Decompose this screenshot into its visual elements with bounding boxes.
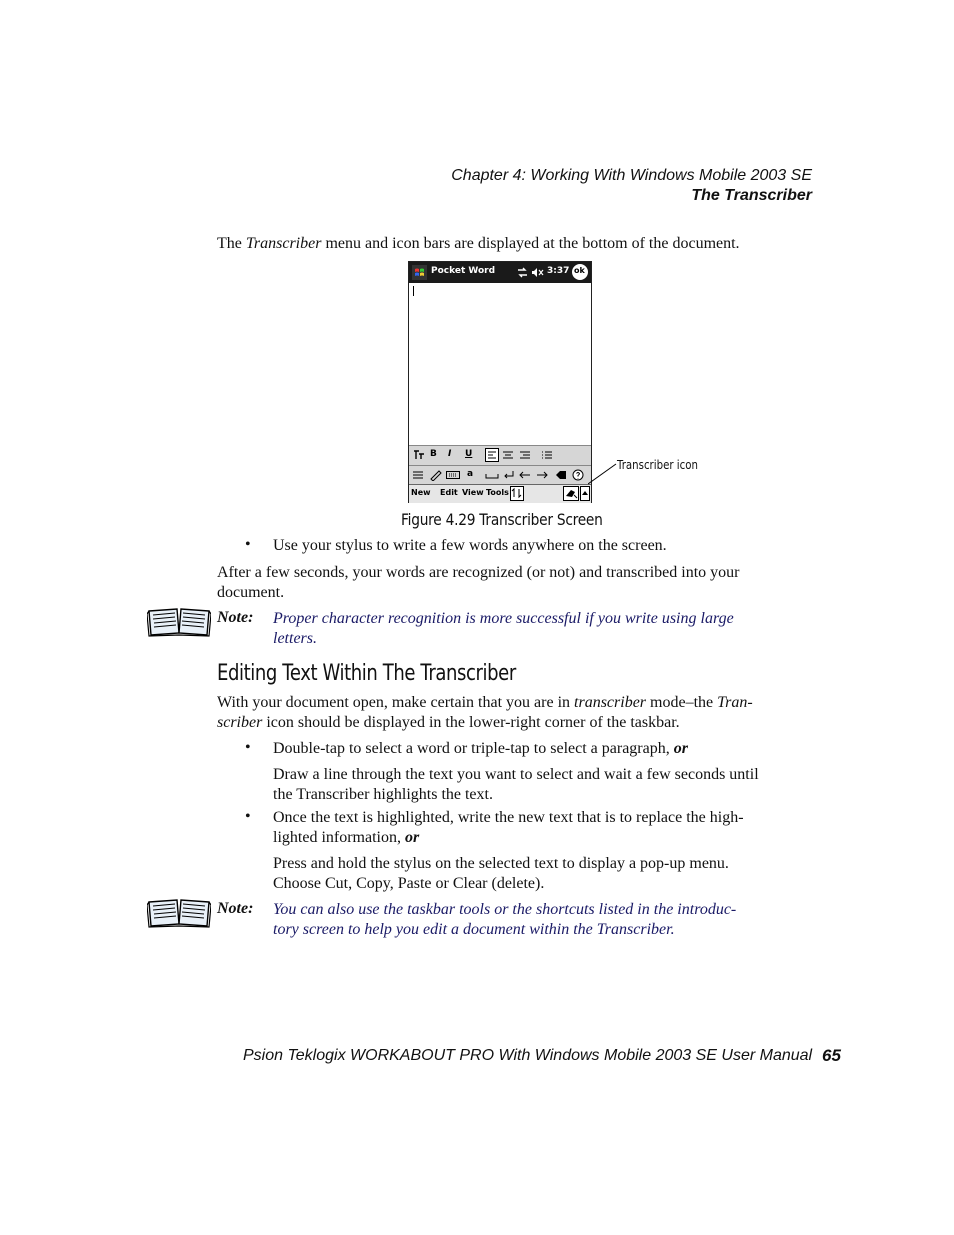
figure-caption: Figure 4.29 Transcriber Screen <box>401 510 603 529</box>
intro-em: Transcriber <box>245 235 322 252</box>
align-center-icon[interactable] <box>502 449 514 461</box>
bullet-3-line2 <box>273 828 419 848</box>
italic-button[interactable]: I <box>448 449 452 459</box>
bullet-3-sub2: Choose Cut, Copy, Paste or Clear (delete). <box>273 875 545 892</box>
pen-icon[interactable] <box>429 469 443 481</box>
ep-1b: transcriber <box>574 694 647 711</box>
intro-paragraph <box>217 234 740 254</box>
align-left-icon[interactable] <box>485 448 499 462</box>
section-header-text: The Transcriber <box>691 187 812 204</box>
backspace-icon[interactable] <box>555 469 567 481</box>
ep-2b: icon should be displayed in the lower-right corner of the taskbar. <box>262 714 680 731</box>
transcriber-toolbar <box>409 465 591 485</box>
callout-line <box>588 462 618 486</box>
section-header <box>691 187 812 205</box>
after-paragraph-line1: After a few seconds, your words are recognized (or not) and transcribed into your <box>217 564 740 581</box>
app-title: Pocket Word <box>431 266 496 276</box>
page-number: 65 <box>822 1046 841 1065</box>
connectivity-icon[interactable] <box>517 267 528 278</box>
bullet-marker: • <box>245 808 251 825</box>
menu-edit[interactable]: Edit <box>440 488 458 497</box>
note-2-line2: tory screen to help you edit a document within the Transcriber. <box>273 921 675 938</box>
intro-post: menu and icon bars are displayed at the bottom of the document. <box>321 235 740 252</box>
bullet-marker: • <box>245 739 251 756</box>
note-1-label: Note: <box>217 609 254 626</box>
font-icon[interactable] <box>413 449 425 461</box>
menu-new[interactable]: New <box>411 488 431 497</box>
menu-view[interactable]: View <box>462 488 484 497</box>
b2-or: or <box>673 740 688 757</box>
sort-icon[interactable] <box>510 486 524 501</box>
space-icon[interactable] <box>485 470 499 480</box>
b3-line2: lighted information, <box>273 829 405 846</box>
bullets-icon[interactable] <box>541 449 553 461</box>
after-paragraph-line2: document. <box>217 584 285 601</box>
note-1-line1: Proper character recognition is more successful if you write using large <box>273 610 734 627</box>
ep-2a: scriber <box>217 714 263 731</box>
note-2-line1: You can also use the taskbar tools or the shortcuts listed in the introduc- <box>273 901 737 918</box>
ep-1c: mode–the <box>646 694 718 711</box>
bullet-2-sub1: Draw a line through the text you want to select and wait a few seconds until <box>273 766 759 783</box>
bullet-3-line1: Once the text is highlighted, write the new text that is to replace the high- <box>273 809 744 826</box>
intro-pre: The <box>217 235 246 252</box>
bullet-2-sub2: the Transcriber highlights the text. <box>273 786 493 803</box>
menu-bar <box>409 484 591 503</box>
editing-paragraph-line2 <box>217 713 680 733</box>
editing-paragraph-line1 <box>217 693 753 713</box>
bullet-2-text <box>273 739 688 759</box>
pocket-word-screenshot <box>408 261 592 503</box>
note-2-label: Note: <box>217 900 254 917</box>
footer-title: Psion Teklogix WORKABOUT PRO With Windows Mobile 2003 SE User Manual <box>243 1047 813 1064</box>
arrow-left-icon[interactable] <box>519 469 531 481</box>
chapter-header: Chapter 4: Working With Windows Mobile 2003 SE <box>451 167 812 184</box>
list-icon[interactable] <box>412 469 424 481</box>
input-arrow-icon[interactable] <box>580 486 590 501</box>
open-book-icon <box>147 896 211 928</box>
bullet-marker: • <box>245 536 251 553</box>
bullet-3-sub1: Press and hold the stylus on the selected text to display a pop-up menu. <box>273 855 729 872</box>
windows-start-icon[interactable] <box>412 265 427 280</box>
ep-1d: Tran- <box>717 694 753 711</box>
bullet-1-text: Use your stylus to write a few words anywhere on the screen. <box>273 537 667 554</box>
help-icon[interactable] <box>572 469 584 481</box>
enter-icon[interactable] <box>503 469 515 481</box>
menu-tools[interactable]: Tools <box>486 488 509 497</box>
ok-label: ok <box>574 266 585 275</box>
b2-text: Double-tap to select a word or triple-tap to select a paragraph, <box>273 740 674 757</box>
volume-icon[interactable] <box>531 267 544 278</box>
clock: 3:37 <box>547 266 570 276</box>
title-bar <box>409 262 591 283</box>
callout-label: Transcriber icon <box>617 458 698 472</box>
keyboard-icon[interactable] <box>446 469 460 481</box>
bold-button[interactable]: B <box>430 449 437 459</box>
open-book-icon <box>147 605 211 637</box>
ok-button[interactable] <box>572 264 588 280</box>
letter-mode-button[interactable]: a <box>467 469 474 479</box>
note-1-line2: letters. <box>273 630 317 647</box>
align-right-icon[interactable] <box>519 449 531 461</box>
b3-or: or <box>404 829 420 846</box>
text-cursor <box>413 286 414 296</box>
transcriber-icon[interactable] <box>563 486 579 501</box>
arrow-right-icon[interactable] <box>536 469 548 481</box>
format-toolbar <box>409 445 591 465</box>
section-heading: Editing Text Within The Transcriber <box>217 661 516 686</box>
ep-1a: With your document open, make certain that you are in <box>217 694 575 711</box>
underline-button[interactable]: U <box>465 449 473 459</box>
